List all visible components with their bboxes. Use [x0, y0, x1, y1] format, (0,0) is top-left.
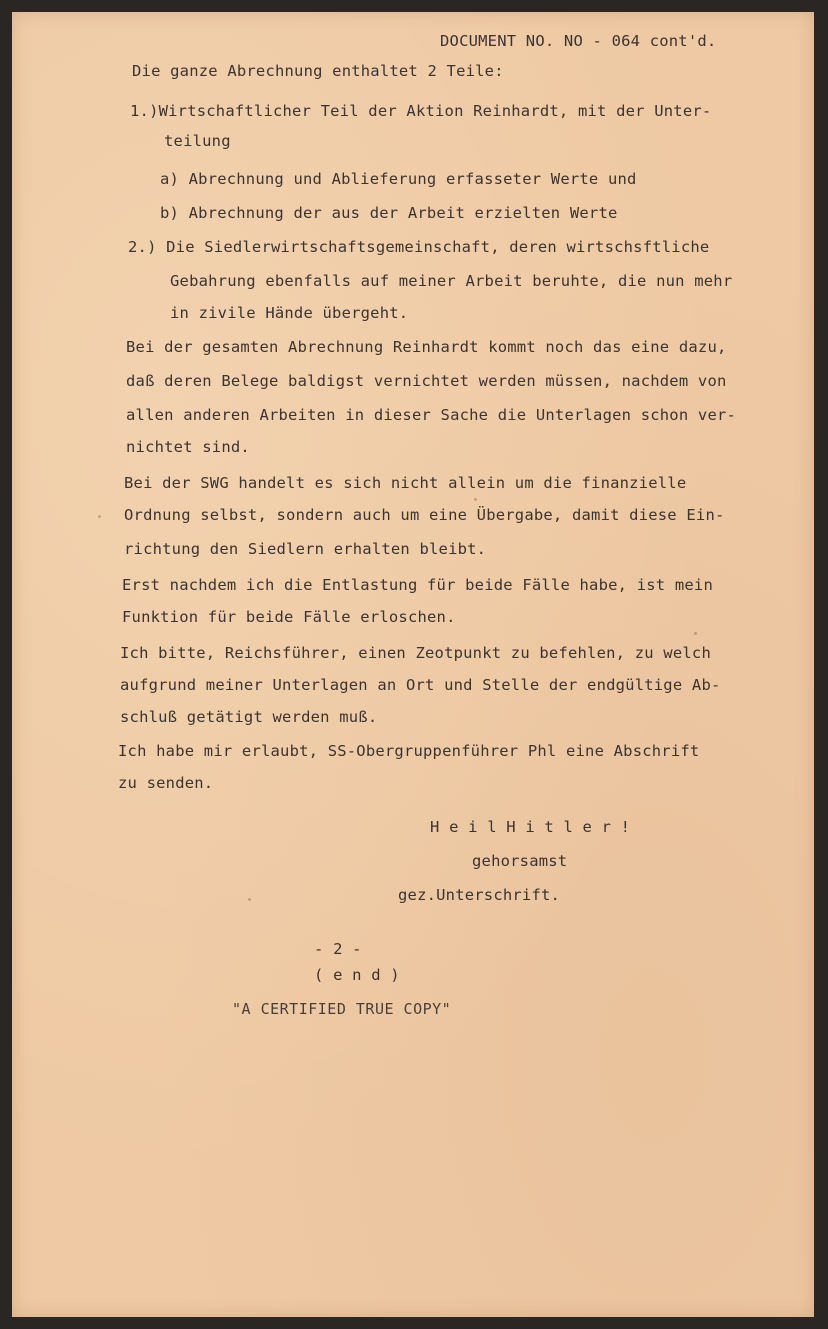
body-line: Ordnung selbst, sondern auch um eine Übergabe, damit diese Ein- [124, 506, 725, 524]
document-page [12, 12, 814, 1317]
body-line: Ich habe mir erlaubt, SS-Obergruppenführer Phl eine Abschrift [118, 742, 700, 760]
body-line: teilung [164, 132, 231, 150]
body-line: Bei der SWG handelt es sich nicht allein um die finanzielle [124, 474, 687, 492]
paper-speck [98, 515, 101, 518]
certified-copy-stamp: "A CERTIFIED TRUE COPY" [232, 1000, 452, 1018]
body-line: daß deren Belege baldigst vernichtet werden müssen, nachdem von [126, 372, 727, 390]
paper-speck [248, 898, 251, 901]
body-line: allen anderen Arbeiten in dieser Sache die Unterlagen schon ver- [126, 406, 737, 424]
end-marker: ( e n d ) [314, 966, 400, 984]
body-line: 1.)Wirtschaftlicher Teil der Aktion Reinhardt, mit der Unter- [130, 102, 712, 120]
document-number-header: DOCUMENT NO. NO - 064 cont'd. [440, 32, 717, 50]
closing-obedient: gehorsamst [472, 852, 568, 870]
closing-signature: gez.Unterschrift. [398, 886, 561, 904]
body-line: a) Abrechnung und Ablieferung erfasseter Werte und [160, 170, 637, 188]
body-line: nichtet sind. [126, 438, 250, 456]
body-line: zu senden. [118, 774, 214, 792]
body-line: b) Abrechnung der aus der Arbeit erzielten Werte [160, 204, 618, 222]
paper-speck [694, 632, 697, 635]
page-number: - 2 - [314, 940, 362, 958]
body-line: Gebahrung ebenfalls auf meiner Arbeit beruhte, die nun mehr [170, 272, 733, 290]
closing-salute: H e i l H i t l e r ! [430, 818, 631, 836]
body-line: aufgrund meiner Unterlagen an Ort und Stelle der endgültige Ab- [120, 676, 721, 694]
body-line: Bei der gesamten Abrechnung Reinhardt kommt noch das eine dazu, [126, 338, 727, 356]
body-line: Die ganze Abrechnung enthaltet 2 Teile: [132, 62, 504, 80]
paper-speck [474, 498, 477, 501]
body-line: Erst nachdem ich die Entlastung für beide Fälle habe, ist mein [122, 576, 713, 594]
body-line: schluß getätigt werden muß. [120, 708, 378, 726]
body-line: 2.) Die Siedlerwirtschaftsgemeinschaft, deren wirtschsftliche [128, 238, 710, 256]
body-line: richtung den Siedlern erhalten bleibt. [124, 540, 487, 558]
body-line: Ich bitte, Reichsführer, einen Zeotpunkt zu befehlen, zu welch [120, 644, 711, 662]
body-line: Funktion für beide Fälle erloschen. [122, 608, 456, 626]
body-line: in zivile Hände übergeht. [170, 304, 409, 322]
